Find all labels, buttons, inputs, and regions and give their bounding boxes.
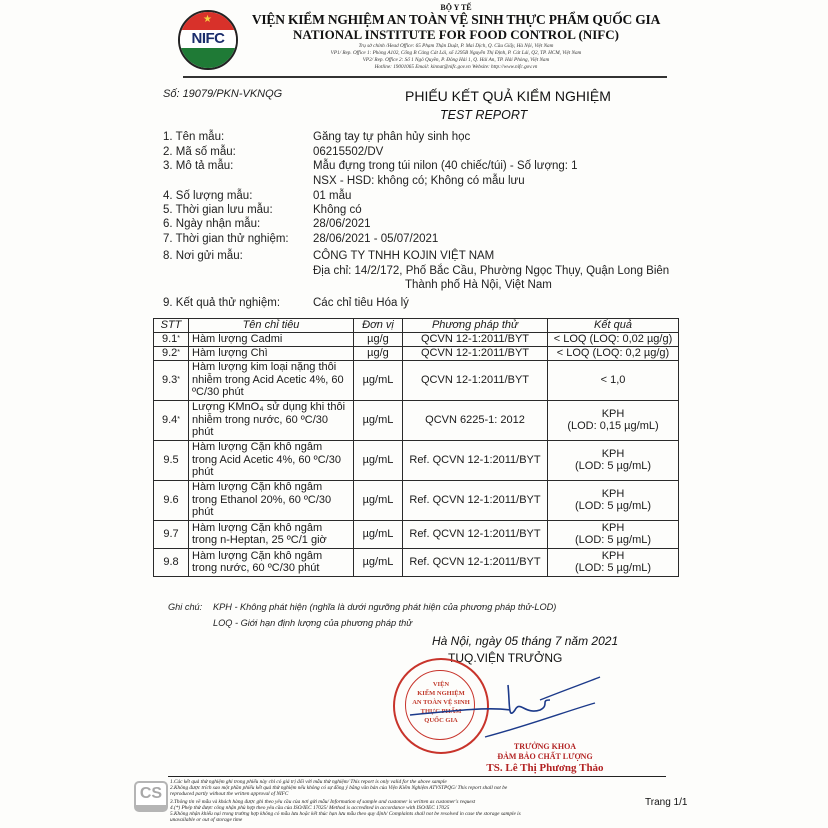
info-label: 3. Mô tả mẫu: xyxy=(163,160,234,172)
row-result: KPH xyxy=(601,487,625,500)
row-unit: µg/mL xyxy=(354,548,403,576)
ministry-name: BỘ Y TẾ xyxy=(440,3,472,12)
row-stt: 9.6 xyxy=(163,493,179,506)
info-label: 9. Kết quả thử nghiệm: xyxy=(163,297,281,309)
info-value-description-2: NSX - HSD: không có; Không có mẫu lưu xyxy=(313,175,525,187)
info-label: 7. Thời gian thử nghiệm: xyxy=(163,233,289,245)
row-method: Ref. QCVN 12-1:2011/BYT xyxy=(403,548,548,576)
institute-name-vn: VIỆN KIỂM NGHIỆM AN TOÀN VỆ SINH THỰC PHẨM QUỐC GIA xyxy=(251,12,661,27)
footer-note: 2.Không được trích sao một phần phiếu kết quả thử nghiệm nếu không có sự đồng ý bằng văn bản của Viện Kiểm Nghiệm ATVSTPQG/ This report shall not be xyxy=(170,785,508,791)
row-method: Ref. QCVN 12-1:2011/BYT xyxy=(403,520,548,548)
row-unit: µg/mL xyxy=(354,400,403,440)
row-unit: µg/mL xyxy=(354,520,403,548)
info-value-description: Mẫu đựng trong túi nilon (40 chiếc/túi) - Số lượng: 1 xyxy=(313,160,578,172)
footer-note: 1.Các kết quả thử nghiệm ghi trong phiếu này chỉ có giá trị đối với mẫu thử nghiệm/ This report is only valid for the above sample xyxy=(170,779,447,785)
info-value-sender-address: Địa chỉ: 14/2/172, Phố Bắc Cầu, Phường Ngọc Thụy, Quận Long Biên xyxy=(313,265,670,277)
footer-note: 3.Thông tin về mẫu và khách hàng được ghi theo yêu cầu của nơi gửi mẫu/ Information of sample and customer is written as customer's request xyxy=(170,799,476,805)
accredited-mark: * xyxy=(177,348,181,356)
row-result-lod: (LOD: 5 µg/mL) xyxy=(574,460,652,472)
table-row xyxy=(154,332,679,346)
footer-note: 4.(*) Phép thử được công nhận phù hợp theo yêu cầu của ISO/IEC 17025/ Method is accredited in accordance with ISO/IEC 17025 xyxy=(170,805,450,811)
row-stt: 9.4 xyxy=(161,413,178,426)
results-table xyxy=(153,318,679,577)
row-name: Hàm lượng Cặn khô ngâm trong n-Heptan, 25 ºC/1 giờ xyxy=(189,520,354,548)
row-result: < LOQ (LOQ: 0,02 µg/g) xyxy=(548,332,679,346)
report-subtitle: TEST REPORT xyxy=(440,108,528,122)
camscanner-logo-icon: CS xyxy=(134,781,168,812)
info-value-sender: CÔNG TY TNHH KOJIN VIỆT NAM xyxy=(313,250,495,262)
info-label: 6. Ngày nhận mẫu: xyxy=(163,218,261,230)
row-method: QCVN 12-1:2011/BYT xyxy=(403,332,548,346)
department-title-1: TRƯỞNG KHOA xyxy=(513,742,577,751)
info-value-sender-city: Thành phố Hà Nội, Việt Nam xyxy=(405,279,552,291)
row-unit: µg/g xyxy=(354,346,403,360)
table-row xyxy=(154,346,679,360)
row-result-lod: (LOD: 5 µg/mL) xyxy=(574,562,652,574)
col-header-stt: STT xyxy=(154,319,189,333)
head-office-address: Trụ sở chính /Head Office: 65 Phạm Thận Duật, P. Mai Dịch, Q. Cầu Giấy, Hà Nội, Việt Nam xyxy=(358,43,554,49)
notes-label: Ghi chú: xyxy=(168,602,203,612)
row-stt: 9.3 xyxy=(161,373,178,386)
handwritten-signature xyxy=(400,665,610,745)
accredited-mark: * xyxy=(177,415,181,423)
info-value-sample-name: Găng tay tự phân hủy sinh học xyxy=(313,131,471,143)
row-method: Ref. QCVN 12-1:2011/BYT xyxy=(403,440,548,480)
table-row xyxy=(154,360,679,400)
contact-line: Hotline: 19001065 Email: kinnat@nifc.gov.vn Website: http://www.nifc.gov.vn xyxy=(374,64,538,70)
row-name: Hàm lượng Chì xyxy=(189,346,354,360)
info-value-received-date: 28/06/2021 xyxy=(313,218,371,230)
row-name: Hàm lượng Cadmi xyxy=(189,332,354,346)
info-label: 1. Tên mẫu: xyxy=(163,131,225,143)
row-name: Hàm lượng kim loại nặng thôi nhiễm trong Acid Acetic 4%, 60 ºC/30 phút xyxy=(189,360,354,400)
row-stt: 9.5 xyxy=(163,453,179,466)
row-stt: 9.1 xyxy=(161,332,178,345)
info-value-sample-code: 06215502/DV xyxy=(313,146,384,158)
note-kph: KPH - Không phát hiện (nghĩa là dưới ngưỡng phát hiện của phương pháp thử-LOD) xyxy=(213,602,557,612)
footer-divider xyxy=(168,776,666,777)
row-stt: 9.2 xyxy=(161,346,178,359)
footer-note: unavailable or out of storage time xyxy=(170,817,243,823)
star-icon: ★ xyxy=(203,14,212,25)
table-row xyxy=(154,400,679,440)
row-method: QCVN 12-1:2011/BYT xyxy=(403,360,548,400)
row-method: QCVN 12-1:2011/BYT xyxy=(403,346,548,360)
table-row xyxy=(154,480,679,520)
official-stamp: VIỆN KIỂM NGHIỆM AN TOÀN VỆ SINH THỰC PHẨM QUỐC GIA xyxy=(393,658,489,754)
row-name: Hàm lượng Cặn khô ngâm trong nước, 60 ºC/30 phút xyxy=(189,548,354,576)
info-label: 5. Thời gian lưu mẫu: xyxy=(163,204,273,216)
footer-note: reproduced partly without the written approval of NIFC xyxy=(170,791,289,797)
info-label: 4. Số lượng mẫu: xyxy=(163,190,253,202)
row-result-lod: (LOD: 0,15 µg/mL) xyxy=(567,420,659,432)
place-date: Hà Nội, ngày 05 tháng 7 năm 2021 xyxy=(432,634,619,648)
row-result: KPH xyxy=(601,447,625,460)
info-value-storage-time: Không có xyxy=(313,204,362,216)
footer-note: 5.Không nhận khiếu nại trong trường hợp không có mẫu lưu hoặc kết thúc hạn lưu mẫu theo quy định/ Complaints shall not be resolved in case the storage sample is xyxy=(170,811,521,817)
row-name: Lượng KMnO₄ sử dụng khi thôi nhiễm trong nước, 60 ºC/30 phút xyxy=(189,400,354,440)
row-result: < LOQ (LOQ: 0,2 µg/g) xyxy=(548,346,679,360)
row-method: Ref. QCVN 12-1:2011/BYT xyxy=(403,480,548,520)
table-row xyxy=(154,548,679,576)
logo-text: NIFC xyxy=(180,30,236,48)
row-unit: µg/mL xyxy=(354,360,403,400)
institute-name-en: NATIONAL INSTITUTE FOR FOOD CONTROL (NIFC) xyxy=(293,27,619,42)
page-number: Trang 1/1 xyxy=(645,797,688,808)
accredited-mark: * xyxy=(177,375,181,383)
row-unit: µg/mL xyxy=(354,480,403,520)
rep-office-1-address: VP1/ Rep. Office 1: Phòng A102, Cổng B Cảng Cát Lái, số 1295B Nguyễn Thị Định, P. Cát Lái, Q2, TP. HCM, Việt Nam xyxy=(330,50,582,56)
col-header-method: Phương pháp thử xyxy=(403,319,548,333)
report-title: PHIẾU KẾT QUẢ KIỂM NGHIỆM xyxy=(405,88,611,104)
row-result: KPH xyxy=(601,521,625,534)
nifc-logo xyxy=(178,10,238,70)
rep-office-2-address: VP2/ Rep. Office 2: Số 1 Ngô Quyền, P. Đông Hải 1, Q. Hải An, TP. Hải Phòng, Việt Nam xyxy=(362,57,550,63)
table-header-row xyxy=(154,319,679,333)
table-row xyxy=(154,520,679,548)
report-number: Số: 19079/PKN-VKNQG xyxy=(163,88,283,100)
on-behalf-title: TUQ.VIỆN TRƯỞNG xyxy=(448,651,563,665)
col-header-result: Kết quả xyxy=(548,319,679,333)
note-loq: LOQ - Giới hạn định lượng của phương pháp thử xyxy=(213,618,413,628)
row-unit: µg/g xyxy=(354,332,403,346)
row-result-lod: (LOD: 5 µg/mL) xyxy=(574,500,652,512)
info-label: 8. Nơi gửi mẫu: xyxy=(163,250,243,262)
row-stt: 9.8 xyxy=(163,555,179,568)
row-stt: 9.7 xyxy=(163,527,179,540)
info-value-test-result: Các chỉ tiêu Hóa lý xyxy=(313,297,409,309)
info-value-quantity: 01 mẫu xyxy=(313,190,352,202)
accredited-mark: * xyxy=(177,334,181,342)
department-title-2: ĐẢM BẢO CHẤT LƯỢNG xyxy=(497,752,593,761)
col-header-name: Tên chỉ tiêu xyxy=(189,319,354,333)
col-header-unit: Đơn vị xyxy=(354,319,403,333)
row-method: QCVN 6225-1: 2012 xyxy=(403,400,548,440)
row-unit: µg/mL xyxy=(354,440,403,480)
signer-name: TS. Lê Thị Phương Thảo xyxy=(486,762,604,774)
row-result: KPH xyxy=(601,407,625,420)
row-result: < 1,0 xyxy=(548,360,679,400)
row-result-lod: (LOD: 5 µg/mL) xyxy=(574,534,652,546)
info-label: 2. Mã số mẫu: xyxy=(163,146,236,158)
table-row xyxy=(154,440,679,480)
row-name: Hàm lượng Cặn khô ngâm trong Acid Acetic 4%, 60 ºC/30 phút xyxy=(189,440,354,480)
row-result: KPH xyxy=(601,549,625,562)
row-name: Hàm lượng Cặn khô ngâm trong Ethanol 20%, 60 ºC/30 phút xyxy=(189,480,354,520)
info-value-test-period: 28/06/2021 - 05/07/2021 xyxy=(313,233,439,245)
header-divider xyxy=(183,76,667,78)
